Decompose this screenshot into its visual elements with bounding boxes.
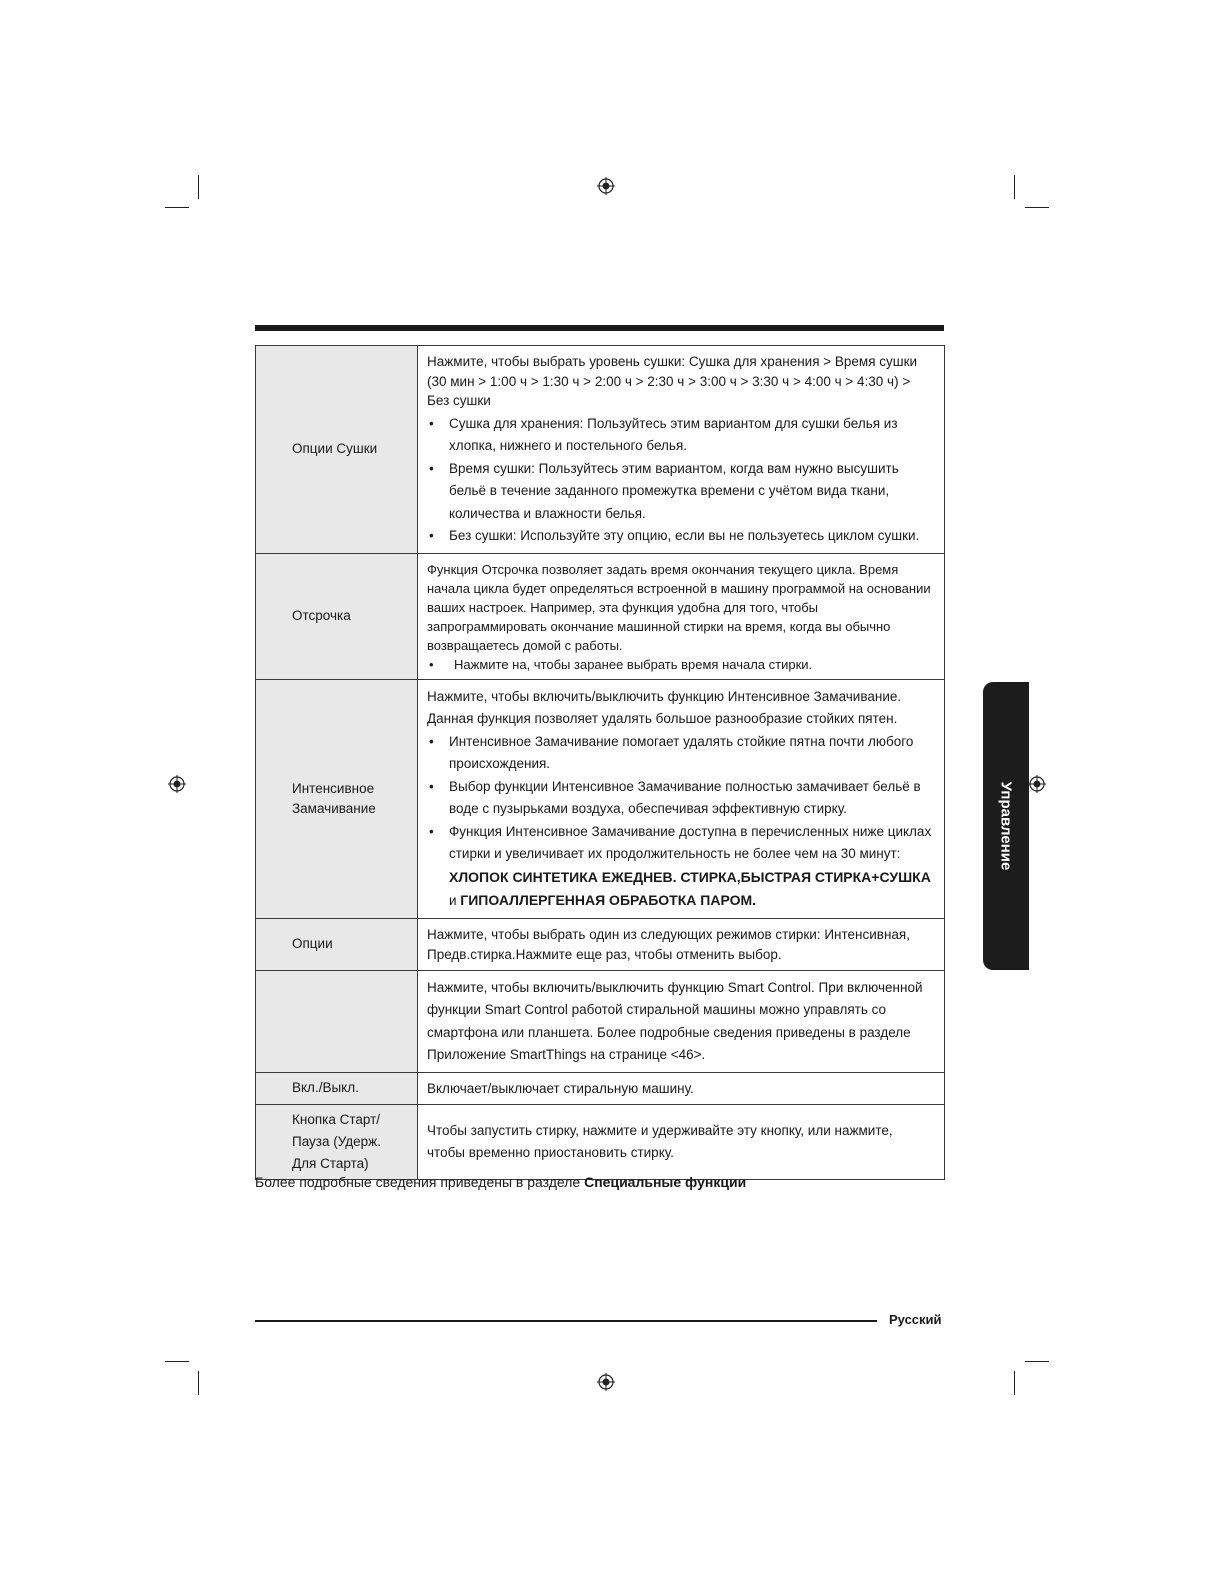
list-item — [427, 821, 934, 913]
list-item: • Без сушки: Используйте эту опцию, если вы не пользуетесь циклом сушки. — [427, 525, 934, 548]
option-bullets — [427, 731, 934, 913]
crop-mark — [1025, 207, 1049, 208]
crop-mark — [165, 207, 189, 208]
option-description — [418, 679, 945, 918]
option-intro: Функция Отсрочка позволяет задать время окончания текущего цикла. Время начала цикла будет определяться встроенной в машину программой на основании ваших настроек. Например, эта функция удобна для того, чтобы запрограммировать окончание машинной стирки на время, когда вы обычно возвращаетесь домой с работы. — [427, 561, 931, 653]
crop-mark — [165, 1361, 189, 1362]
registration-mark-icon — [1028, 775, 1046, 793]
option-name — [256, 970, 418, 1072]
side-tab-label: Управление — [997, 781, 1015, 871]
footer-note-text: Более подробные сведения приведены в разделе — [255, 1174, 585, 1190]
option-intro: Данная функция позволяет удалять большое разнообразие стойких пятен. — [427, 711, 898, 726]
cycle-names: ХЛОПОК СИНТЕТИКА ЕЖЕДНЕВ. СТИРКА,БЫСТРАЯ СТИРКА+СУШКА — [449, 868, 931, 885]
crop-mark — [1014, 175, 1015, 199]
crop-mark — [1025, 1361, 1049, 1362]
table-row — [256, 1104, 945, 1179]
footer-note-link: Специальные функции — [584, 1174, 747, 1190]
list-item: • Выбор функции Интенсивное Замачивание полностью замачивает бельё в воде с пузырьками воздуха, обеспечивая эффективную стирку. — [427, 776, 934, 821]
option-name: Отсрочка — [256, 553, 418, 679]
option-name: Кнопка Старт/ Пауза (Удерж. Для Старта) — [256, 1104, 418, 1179]
registration-mark-icon — [168, 775, 186, 793]
option-name: Интенсивное Замачивание — [256, 679, 418, 918]
option-name: Опции Сушки — [256, 346, 418, 554]
option-name: Вкл./Выкл. — [256, 1072, 418, 1104]
list-item: • Сушка для хранения: Пользуйтесь этим вариантом для сушки белья из хлопка, нижнего и постельного белья. — [427, 413, 934, 458]
option-intro: Нажмите, чтобы выбрать уровень сушки: Сушка для хранения > Время сушки (30 мин > 1:00 ч > 1:30 ч > 2:00 ч > 2:30 ч > 3:00 ч > 3:30 ч > 4:00 ч > 4:30 ч) > Без сушки — [427, 354, 918, 408]
list-item: • Нажмите на, чтобы заранее выбрать время начала стирки. — [427, 655, 934, 674]
crop-mark — [1014, 1371, 1015, 1395]
option-intro: Нажмите, чтобы включить/выключить функцию Интенсивное Замачивание. — [427, 688, 902, 704]
option-description: Нажмите, чтобы выбрать один из следующих режимов стирки: Интенсивная, Предв.стирка.Нажмите еще раз, чтобы отменить выбор. — [418, 918, 945, 970]
registration-mark-icon — [597, 177, 615, 195]
cycle-names: ГИПОАЛЛЕРГЕННАЯ ОБРАБОТКА ПАРОМ. — [460, 892, 757, 908]
option-description — [418, 346, 945, 554]
crop-mark — [198, 175, 199, 199]
header-rule — [255, 325, 944, 331]
option-description: Включает/выключает стиральную машину. — [418, 1072, 945, 1104]
table-row — [256, 679, 945, 918]
option-description: Чтобы запустить стирку, нажмите и удерживайте эту кнопку, или нажмите, чтобы временно приостановить стирку. — [418, 1104, 945, 1179]
table-row — [256, 1072, 945, 1104]
option-description — [418, 553, 945, 679]
option-bullets — [427, 655, 934, 674]
registration-mark-icon — [597, 1373, 615, 1391]
crop-mark — [198, 1371, 199, 1395]
option-bullets — [427, 413, 934, 548]
section-side-tab — [983, 682, 1029, 970]
table-row — [256, 553, 945, 679]
list-item: • Интенсивное Замачивание помогает удалять стойкие пятна почти любого происхождения. — [427, 731, 934, 776]
option-description: Нажмите, чтобы включить/выключить функцию Smart Control. При включенной функции Smart Control работой стиральной машины можно управлять со смартфона или планшета. Более подробные сведения приведены в разделе Приложение SmartThings на странице <46>. — [418, 970, 945, 1072]
list-item: • Время сушки: Пользуйтесь этим вариантом, когда вам нужно высушить бельё в течение заданного промежутка времени с учётом вида ткани, количества и влажности белья. — [427, 458, 934, 526]
footer-note — [255, 1174, 746, 1190]
table-row — [256, 346, 945, 554]
table-row — [256, 970, 945, 1072]
language-label: Русский — [889, 1312, 942, 1327]
conjunction: и — [449, 893, 461, 908]
footer-rule — [255, 1320, 877, 1322]
options-table — [255, 345, 945, 1180]
table-row — [256, 918, 945, 970]
option-name: Опции — [256, 918, 418, 970]
list-item-text: Функция Интенсивное Замачивание доступна в перечисленных ниже циклах стирки и увеличивает их продолжительность не более чем на 30 минут: — [449, 823, 932, 861]
